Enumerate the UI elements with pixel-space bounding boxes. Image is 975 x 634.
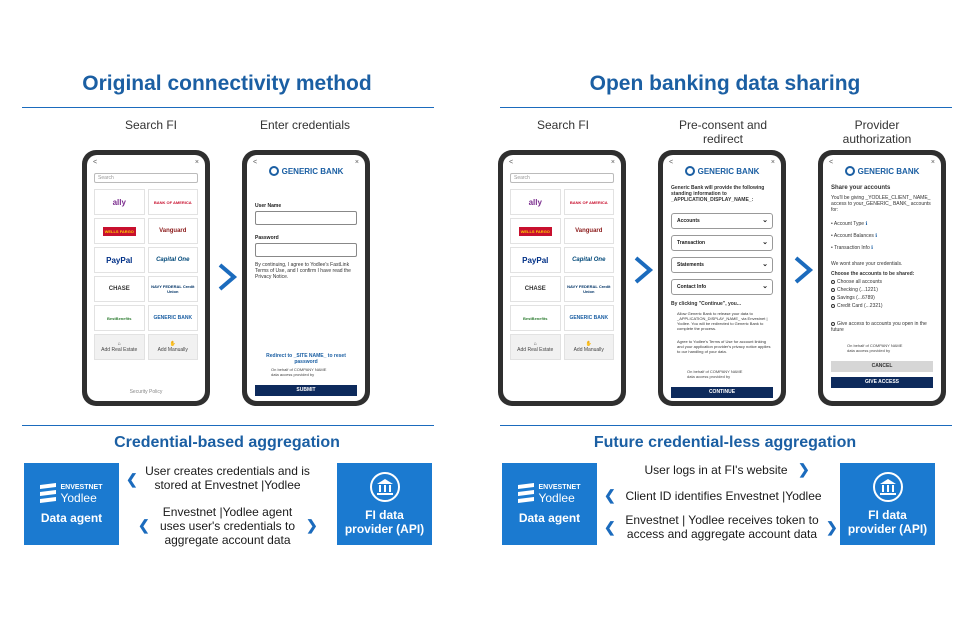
add-real-estate-label: Add Real Estate [517, 347, 554, 353]
preconsent-bullet-1: Allow Generic Bank to release your data to _APPLICATION_DISPLAY_NAME_ via Envestnet | Yodlee. You will be redirected to Generic Bank to complete the process. [677, 311, 768, 331]
arrow-right-icon: ❯ [826, 519, 838, 535]
yodlee-mark-icon [518, 483, 534, 505]
close-icon[interactable]: × [770, 159, 775, 166]
chevron-down-icon: ⌄ [762, 239, 768, 246]
no-share-credentials: We wont share your credentials. [831, 261, 903, 267]
perm-account-balances: • Account Balances ℹ [831, 233, 878, 239]
bank-tile-generic[interactable]: GENERIC BANK [564, 305, 615, 331]
perm-account-type: • Account Type ℹ [831, 221, 868, 227]
yodlee-mark-icon [40, 483, 56, 505]
transaction-dropdown[interactable] [671, 235, 773, 251]
account-option-all[interactable] [831, 279, 933, 285]
account-label: Checking (...1221) [837, 287, 878, 293]
back-icon[interactable]: < [93, 159, 98, 166]
right-title: Open banking data sharing [589, 72, 861, 95]
bank-tile-ally[interactable]: ally [510, 189, 561, 215]
perm-label: Account Balances [833, 233, 874, 239]
left-title-rule [22, 107, 434, 108]
phone-search-right [498, 150, 626, 406]
house-icon: ⌂ [533, 341, 537, 347]
back-icon[interactable]: < [253, 159, 258, 166]
left-title: Original connectivity method [82, 72, 372, 95]
choose-accounts-label: Choose the accounts to be shared: [831, 271, 915, 277]
generic-bank-icon [685, 166, 695, 176]
close-icon[interactable]: × [194, 159, 199, 166]
close-icon[interactable]: × [930, 159, 935, 166]
wells-logo: WELLS FARGO [104, 228, 134, 234]
onbehalf-text: On behalf of COMPANY NAME data access provided by [271, 367, 327, 377]
phone-screen [247, 155, 365, 401]
accounts-dropdown[interactable] [671, 213, 773, 229]
arrow-left-icon: ❮ [126, 471, 138, 487]
preconsent-bullet-2: Agree to Yodlee's Terms of Use for account linking and your application provider's privacy notice applies to our handling of your data. [677, 339, 771, 354]
chevron-right-icon [630, 255, 656, 285]
info-icon[interactable]: ℹ [871, 245, 874, 251]
info-icon[interactable]: ℹ [865, 221, 868, 227]
accounts-label: Accounts [677, 218, 700, 224]
phone-search-left [82, 150, 210, 406]
arrow-left-icon: ❮ [604, 487, 616, 503]
phone-screen [663, 155, 781, 401]
terms-text: By continuing, I agree to Yodlee's FastLink Terms of Use, and I confirm I have read the Privacy Notice. [255, 262, 351, 280]
yodlee-brand-bottom: Yodlee [538, 490, 575, 505]
data-agent-label: Data agent [40, 511, 103, 525]
bank-grid [94, 189, 198, 360]
hand-icon: ✋ [585, 341, 592, 347]
username-field[interactable] [255, 211, 357, 225]
info-icon[interactable]: ℹ [875, 233, 878, 239]
add-manually-label: Add Manually [573, 347, 604, 353]
perm-transaction-info: • Transaction Info ℹ [831, 245, 874, 251]
back-icon[interactable]: < [669, 159, 674, 166]
bank-tile-ally[interactable]: ally [94, 189, 145, 215]
share-heading: Share your accounts [831, 185, 891, 191]
perm-label: Account Type [833, 221, 865, 227]
fi-provider-box-right [840, 463, 935, 545]
bank-grid [510, 189, 614, 360]
preconsent-intro: Generic Bank will provide the following standing information to _APPLICATION_DISPLAY_NAME_: [671, 185, 765, 203]
radio-icon[interactable] [831, 322, 835, 326]
data-agent-label: Data agent [518, 511, 581, 525]
phone-screen [823, 155, 941, 401]
flow-user-logs-in: User logs in at FI's website [644, 463, 788, 477]
username-label: User Name [255, 203, 282, 209]
close-icon[interactable]: × [354, 159, 359, 166]
bank-tile-vanguard[interactable]: Vanguard [148, 218, 199, 244]
generic-bank-name: GENERIC BANK [697, 166, 760, 176]
chevron-down-icon: ⌄ [762, 283, 768, 290]
account-label: Choose all accounts [837, 279, 883, 285]
flow-client-id: Client ID identifies Envestnet |Yodlee [625, 489, 822, 503]
add-manually-button[interactable] [564, 334, 615, 360]
yodlee-brand-top: ENVESTNET [60, 483, 103, 491]
bank-tile-capitalone[interactable]: Capital One [564, 247, 615, 273]
account-label: Savings (...6789) [837, 295, 875, 301]
bank-tile-paypal[interactable]: PayPal [510, 247, 561, 273]
flow-receives-token: Envestnet | Yodlee receives token to access and aggregate account data [625, 513, 819, 541]
bank-building-icon [873, 472, 903, 502]
right-subtitle: Future credential-less aggregation [593, 434, 857, 451]
back-icon[interactable]: < [509, 159, 514, 166]
left-divider-rule [22, 425, 434, 426]
bank-tile-bofa[interactable]: BANK OF AMERICA [148, 189, 199, 215]
bank-building-icon [370, 472, 400, 502]
bank-tile-navyfed[interactable]: NAVY FEDERAL Credit Union [148, 276, 199, 302]
yodlee-brand-bottom: Yodlee [60, 490, 97, 505]
add-real-estate-label: Add Real Estate [101, 347, 138, 353]
statements-label: Statements [677, 262, 704, 268]
future-access-label: Give access to accounts you open in the future [831, 321, 927, 333]
bank-tile-wells[interactable] [94, 218, 145, 244]
bank-tile-bofa[interactable]: BANK OF AMERICA [564, 189, 615, 215]
arrow-right-icon: ❯ [798, 461, 810, 477]
add-real-estate-button[interactable] [510, 334, 561, 360]
bank-tile-chase[interactable]: CHASE [510, 276, 561, 302]
account-option-credit[interactable] [831, 303, 933, 309]
bank-tile-generic[interactable]: GENERIC BANK [148, 305, 199, 331]
fi-provider-label: FI data provider (API) [847, 508, 928, 536]
bank-tile-paypal[interactable]: PayPal [94, 247, 145, 273]
future-access-option[interactable] [831, 321, 933, 333]
add-manually-label: Add Manually [157, 347, 188, 353]
giving-text: You'll be giving _YODLEE_CLIENT_ NAME_ access to your_GENERIC_ BANK_ accounts for: [831, 195, 931, 213]
arrow-left-icon: ❮ [604, 519, 616, 535]
close-icon[interactable]: × [610, 159, 615, 166]
statements-dropdown[interactable] [671, 257, 773, 273]
right-divider-rule [500, 425, 952, 426]
generic-bank-logo [823, 166, 941, 176]
security-policy-link[interactable]: Security Policy [129, 389, 163, 395]
give-access-button[interactable]: GIVE ACCESS [831, 377, 933, 388]
arrow-left-icon: ❮ [138, 517, 150, 533]
right-step-authorization: Provider authorization [842, 118, 912, 146]
cancel-button[interactable]: CANCEL [831, 361, 933, 372]
generic-bank-name: GENERIC BANK [281, 166, 344, 176]
data-agent-box-left [24, 463, 119, 545]
screen-top-bar [93, 159, 199, 169]
account-option-checking[interactable] [831, 287, 933, 293]
perm-label: Transaction Info [834, 245, 870, 251]
reset-password-link[interactable]: Redirect to _SITE NAME_ to reset password [266, 353, 346, 365]
account-label: Credit Card (...2321) [837, 303, 883, 309]
flow-agent-aggregates: Envestnet |Yodlee agent uses user's credentials to aggregate account data [159, 505, 296, 547]
generic-bank-name: GENERIC BANK [857, 166, 920, 176]
bank-tile-wells[interactable] [510, 218, 561, 244]
submit-button[interactable]: SUBMIT [255, 385, 357, 396]
radio-icon[interactable] [831, 280, 835, 284]
wells-logo: WELLS FARGO [520, 228, 550, 234]
radio-icon[interactable] [831, 296, 835, 300]
onbehalf-text: On behalf of COMPANY NAME data access provided by [847, 343, 903, 353]
left-step-search: Search FI [124, 118, 178, 132]
phone-preconsent [658, 150, 786, 406]
chevron-down-icon: ⌄ [762, 217, 768, 224]
search-input[interactable]: Search [94, 173, 198, 183]
bank-tile-navyfed[interactable]: NAVY FEDERAL Credit Union [564, 276, 615, 302]
generic-bank-icon [845, 166, 855, 176]
fi-provider-box-left [337, 463, 432, 545]
bank-tile-chase[interactable]: CHASE [94, 276, 145, 302]
by-clicking-text: By clicking "Continue", you... [671, 301, 742, 307]
bank-tile-vanguard[interactable]: Vanguard [564, 218, 615, 244]
chevron-down-icon: ⌄ [762, 261, 768, 268]
onbehalf-text: On behalf of COMPANY NAME data access provided by [687, 369, 743, 379]
continue-button[interactable]: CONTINUE [671, 387, 773, 398]
phone-screen [87, 155, 205, 401]
arrow-right-icon: ❯ [306, 517, 318, 533]
radio-icon[interactable] [831, 304, 835, 308]
phone-screen [503, 155, 621, 401]
back-icon[interactable]: < [829, 159, 834, 166]
radio-icon[interactable] [831, 288, 835, 292]
account-option-savings[interactable] [831, 295, 933, 301]
add-manually-button[interactable] [148, 334, 199, 360]
hand-icon: ✋ [169, 341, 176, 347]
screen-top-bar [509, 159, 615, 169]
phone-authorization [818, 150, 946, 406]
phone-credentials [242, 150, 370, 406]
left-step-credentials: Enter credentials [259, 118, 351, 132]
right-step-preconsent: Pre-consent and redirect [678, 118, 768, 146]
house-icon: ⌂ [117, 341, 121, 347]
chevron-right-icon [214, 262, 240, 292]
contact-info-label: Contact Info [677, 284, 707, 290]
contact-info-dropdown[interactable] [671, 279, 773, 295]
yodlee-logo [518, 483, 580, 505]
chevron-right-icon [790, 255, 816, 285]
password-field[interactable] [255, 243, 357, 257]
fi-provider-label: FI data provider (API) [344, 508, 425, 536]
transaction-label: Transaction [677, 240, 706, 246]
right-title-rule [500, 107, 952, 108]
bank-tile-bestbenefits[interactable]: BestBenefits [94, 305, 145, 331]
data-agent-box-right [502, 463, 597, 545]
left-subtitle: Credential-based aggregation [114, 434, 340, 451]
generic-bank-logo [247, 166, 365, 176]
password-label: Password [255, 235, 279, 241]
generic-bank-icon [269, 166, 279, 176]
search-input[interactable]: Search [510, 173, 614, 183]
flow-user-creates-credentials: User creates credentials and is stored at Envestnet |Yodlee [145, 464, 310, 492]
yodlee-logo [40, 483, 102, 505]
right-step-search: Search FI [536, 118, 590, 132]
bank-tile-capitalone[interactable]: Capital One [148, 247, 199, 273]
yodlee-brand-top: ENVESTNET [538, 483, 581, 491]
generic-bank-logo [663, 166, 781, 176]
add-real-estate-button[interactable] [94, 334, 145, 360]
bank-tile-bestbenefits[interactable]: BestBenefits [510, 305, 561, 331]
